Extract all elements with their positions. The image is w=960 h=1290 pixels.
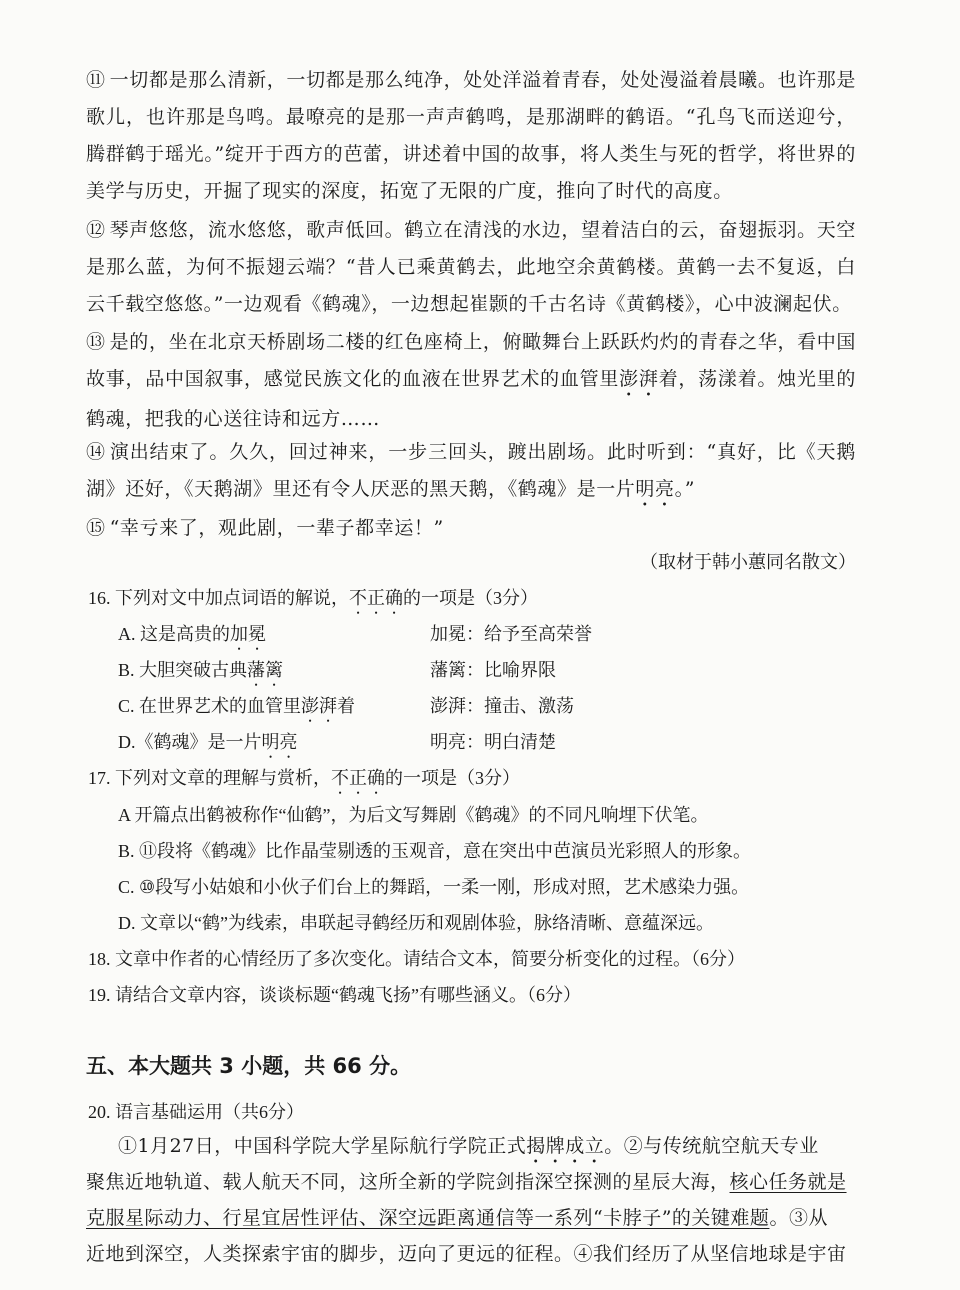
paragraph-number: ⑮ bbox=[86, 517, 106, 539]
option-text: 《鹤魂》是一片 bbox=[135, 732, 262, 752]
section-heading: 五、本大题共 3 小题，共 66 分。 bbox=[86, 1054, 412, 1078]
q17-option-d: D. 文章以“鹤”为线索，串联起寻鹤经历和观剧体验，脉络清晰、意蕴深远。 bbox=[118, 913, 714, 933]
option-label: B. bbox=[118, 660, 140, 680]
q16-option-d-explain: 明亮：明白清楚 bbox=[430, 732, 556, 752]
dotted-word: 揭牌成立 bbox=[526, 1135, 605, 1157]
paragraph-text: “幸亏来了，观此剧，一辈子都幸运！” bbox=[109, 517, 444, 539]
q17-option-c: C. ⑩段写小姑娘和小伙子们台上的舞蹈，一柔一刚，形成对照，艺术感染力强。 bbox=[118, 877, 750, 897]
q20-line-3 bbox=[86, 1200, 828, 1236]
q17-option-a: A 开篇点出鹤被称作“仙鹤”，为后文写舞剧《鹤魂》的不同凡响埋下伏笔。 bbox=[118, 805, 709, 825]
q16-option-c bbox=[118, 688, 355, 726]
q17-option-b: B. ⑪段将《鹤魂》比作晶莹剔透的玉观音，意在突出中芭演员光彩照人的形象。 bbox=[118, 841, 752, 861]
q16-option-a bbox=[118, 616, 266, 654]
option-text: 在世界艺术的血管里 bbox=[139, 696, 302, 716]
paragraph-number: ⑬ bbox=[86, 331, 106, 353]
dotted-word: 藩篱 bbox=[247, 660, 284, 680]
paragraph-number: ⑪ bbox=[86, 69, 106, 91]
stem-text: 的一项是（3分） bbox=[403, 588, 538, 608]
dotted-word: 明亮 bbox=[261, 732, 298, 752]
paragraph-14 bbox=[86, 434, 856, 511]
option-text: 这是高贵的 bbox=[140, 624, 230, 644]
question-18: 18. 文章中作者的心情经历了多次变化。请结合文本，简要分析变化的过程。（6分） bbox=[88, 949, 745, 969]
q16-option-a-explain: 加冕：给予至高荣誉 bbox=[430, 624, 592, 644]
question-16-stem bbox=[88, 580, 538, 618]
q20-text: 。②与传统航空航天专业 bbox=[604, 1135, 819, 1157]
q20-line-4: 近地到深空，人类探索宇宙的脚步，迈向了更远的征程。④我们经历了从坚信地球是宇宙 bbox=[86, 1243, 847, 1265]
option-label: D. bbox=[118, 732, 136, 752]
dotted-word: 不正确 bbox=[349, 588, 403, 608]
paragraph-number: ⑫ bbox=[86, 219, 106, 241]
option-text: 大胆突破古典 bbox=[139, 660, 248, 680]
q16-option-d bbox=[118, 724, 298, 762]
paragraph-text: 演出结束了。久久，回过神来，一步三回头，踱出剧场。此时听到：“真好，比《天鹅湖》还好，《天鹅湖》里还有令人厌恶的黑天鹅，《鹤魂》是一片 bbox=[86, 441, 856, 500]
paragraph-text: 。” bbox=[674, 478, 696, 500]
paragraph-text: 着，荡漾着。烛光里的鹤魂，把我的心送往诗和远方…… bbox=[86, 368, 856, 430]
paragraph-text: 琴声悠悠，流水悠悠，歌声低回。鹤立在清浅的水边，望着洁白的云，奋翅振羽。天空是那么蓝，为何不振翅云端？“昔人已乘黄鹤去，此地空余黄鹤楼。黄鹤一去不复返，白云千载空悠悠。”一边观看《鹤魂》，一边想起崔颢的千古名诗《黄鹤楼》，心中波澜起伏。 bbox=[86, 219, 856, 315]
q20-text: ①1月27日，中国科学院大学星际航行学院正式 bbox=[118, 1135, 527, 1157]
dotted-word: 澎湃 bbox=[619, 368, 659, 390]
q16-option-c-explain: 澎湃：撞击、激荡 bbox=[430, 696, 574, 716]
dotted-word: 不正确 bbox=[331, 768, 385, 788]
question-17-stem bbox=[88, 760, 520, 798]
paragraph-12 bbox=[86, 212, 856, 323]
paragraph-number: ⑭ bbox=[86, 441, 106, 463]
dotted-word: 澎湃 bbox=[301, 696, 338, 716]
underlined-text: 核心任务就是 bbox=[729, 1171, 847, 1193]
option-label: C. bbox=[118, 696, 140, 716]
paragraph-13 bbox=[86, 324, 856, 438]
stem-text: 的一项是（3分） bbox=[385, 768, 520, 788]
q16-option-b bbox=[118, 652, 283, 690]
option-label: A. bbox=[118, 624, 140, 644]
q16-option-b-explain: 藩篱：比喻界限 bbox=[430, 660, 556, 680]
dotted-word: 明亮 bbox=[635, 478, 675, 500]
paragraph-text: 一切都是那么清新，一切都是那么纯净，处处洋溢着青春，处处漫溢着晨曦。也许那是歌儿，也许那是鸟鸣。最嘹亮的是那一声声鹤鸣，是那湖畔的鹤语。“孔鸟飞而送迎兮，腾群鹤于瑶光。”绽开于西方的芭蕾，讲述着中国的故事，将人类生与死的哲学，将世界的美学与历史，开掘了现实的深度，拓宽了无限的广度，推向了时代的高度。 bbox=[86, 69, 856, 202]
question-19: 19. 请结合文章内容，谈谈标题“鹤魂飞扬”有哪些涵义。（6分） bbox=[88, 985, 581, 1005]
q20-text: 。③从 bbox=[769, 1207, 828, 1229]
q20-text: 聚焦近地轨道、载人航天不同，这所全新的学院剑指深空探测的星辰大海， bbox=[86, 1171, 730, 1193]
paragraph-15 bbox=[86, 510, 856, 547]
stem-text: 16. 下列对文中加点词语的解说， bbox=[88, 588, 349, 608]
paragraph-11 bbox=[86, 62, 856, 210]
question-20-title: 20. 语言基础运用（共6分） bbox=[88, 1102, 304, 1122]
option-text: 着 bbox=[337, 696, 356, 716]
paragraph-text: 是的，坐在北京天桥剧场二楼的红色座椅上，俯瞰舞台上跃跃灼灼的青春之华，看中国故事，品中国叙事，感觉民族文化的血液在世界艺术的血管里 bbox=[86, 331, 856, 390]
stem-text: 17. 下列对文章的理解与赏析， bbox=[88, 768, 331, 788]
source-note: （取材于韩小蕙同名散文） bbox=[640, 552, 856, 573]
underlined-text: 克服星际动力、行星宜居性评估、深空远距离通信等一系列“卡脖子”的关键难题 bbox=[86, 1207, 770, 1229]
q20-line-2 bbox=[86, 1164, 847, 1200]
q20-line-1 bbox=[118, 1128, 819, 1168]
dotted-word: 加冕 bbox=[230, 624, 266, 644]
